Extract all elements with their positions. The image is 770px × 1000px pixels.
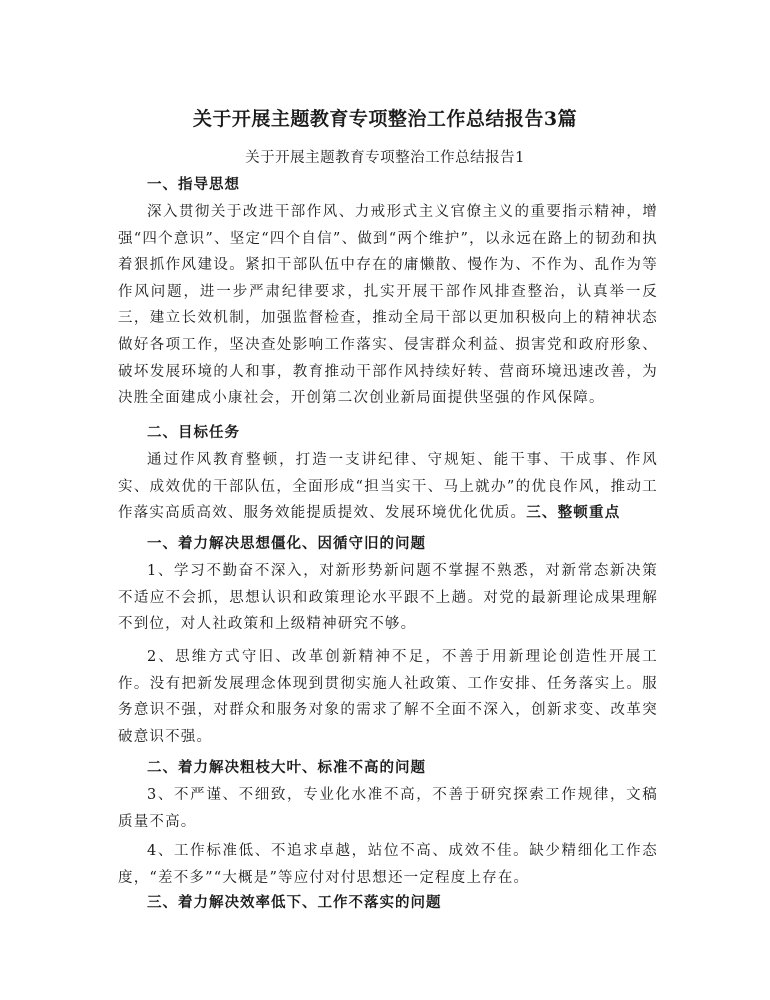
heading-text: 一、指导思想 [147,176,240,193]
paragraph-item-3: 3、不严谨、不细致，专业化水准不高，不善于研究探索工作规律，文稿质量不高。 [118,787,658,830]
paragraph-item-2: 2、思维方式守旧、改革创新精神不足，不善于用新理论创造性开展工作。没有把新发展理念体现到贯彻实施人社政策、工作安排、任务落实上。服务意识不强，对群众和服务对象的需求了解不全面不深入，创新求变、改革突破意识不强。 [118,649,658,745]
heading-text: 三、着力解决效率低下、工作不落实的问题 [147,894,442,911]
inline-heading-key-points: 三、整顿重点 [526,504,621,522]
subheading-low-efficiency [118,890,658,917]
document-subtitle: 关于开展主题教育专项整治工作总结报告1 [245,150,525,166]
paragraph-item-1: 1、学习不勤奋不深入，对新形势新问题不掌握不熟悉，对新常态新决策不适应不会抓，思想认识和政策理论水平跟不上趟。对党的最新理论成果理解不到位，对人社政策和上级精神研究不够。 [118,563,658,633]
heading-text: 二、目标任务 [147,424,240,441]
heading-text: 一、着力解决思想僵化、因循守旧的问题 [147,535,426,552]
document-title: 关于开展主题教育专项整治工作总结报告3篇 [192,108,578,130]
subheading-careless [118,755,658,782]
subheading-rigid-thinking [118,531,658,558]
paragraph-guiding-thought: 深入贯彻关于改进干部作风、力戒形式主义官僚主义的重要指示精神，增强“四个意识”、坚定“四个自信”、做到“两个维护”，以永远在路上的韧劲和执着狠抓作风建设。紧扣干部队伍中存在的庸懒散、慢作为、不作为、乱作为等作风问题，进一步严肃纪律要求，扎实开展干部作风排查整治，认真举一反三，建立长效机制，加强监督检查，推动全局干部以更加积极向上的精神状态做好各项工作，坚决查处影响工作落实、侵害群众利益、损害党和政府形象、破坏发展环境的人和事，教育推动干部作风持续好转、营商环境迅速改善，为决胜全面建成小康社会，开创第二次创业新局面提供坚强的作风保障。 [118,204,658,407]
paragraph-goals [118,447,658,527]
paragraph-item-4: 4、工作标准低、不追求卓越，站位不高、成效不佳。缺少精细化工作态度，“差不多”“大概是”等应付对付思想还一定程度上存在。 [118,843,658,886]
section-heading-goals [118,420,658,447]
section-heading-guiding-thought [118,172,658,199]
heading-text: 二、着力解决粗枝大叶、标准不高的问题 [147,759,426,776]
paragraph-goals-text: 通过作风教育整顿，打造一支讲纪律、守规矩、能干事、干成事、作风实、成效优的干部队伍，全面形成“担当实干、马上就办”的优良作风，推动工作落实高质高效、服务效能提质提效、发展环境优化优质。 [118,452,658,522]
